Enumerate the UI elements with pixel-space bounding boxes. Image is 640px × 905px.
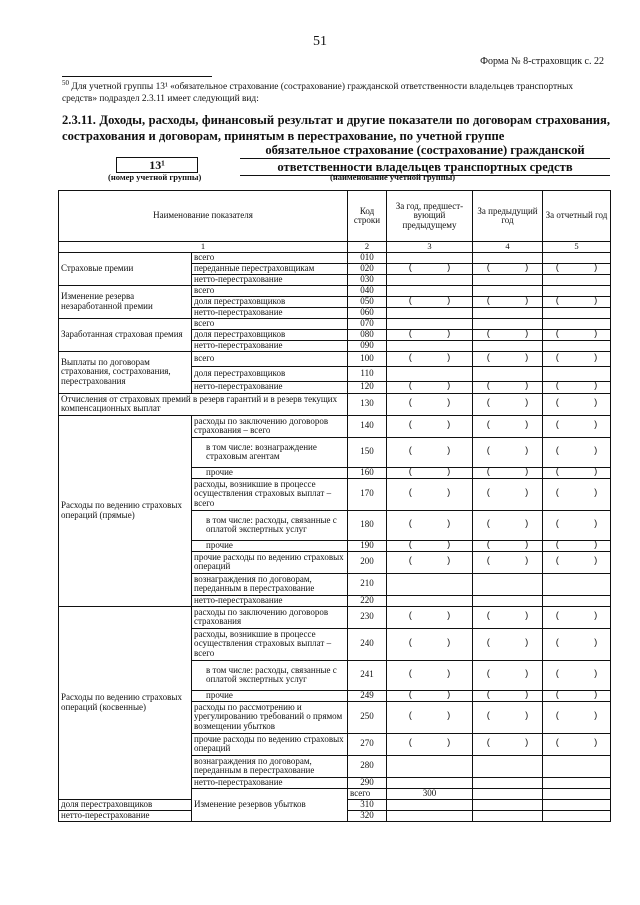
bracket-cell: ( ) (387, 437, 473, 467)
bracket-cell: ( ) (473, 510, 543, 540)
value-cell (387, 755, 473, 777)
value-cell (543, 788, 611, 799)
row-label: расходы по заключению договоров страхования – всего (192, 415, 348, 437)
row-code: 070 (348, 318, 387, 329)
row-label: нетто-перестрахование (192, 340, 348, 351)
bracket-cell: ( ) (387, 660, 473, 690)
value-cell (473, 595, 543, 606)
row-label: нетто-перестрахование (192, 274, 348, 285)
bracket-cell: ( ) (543, 478, 611, 510)
row-code: 190 (348, 540, 387, 551)
row-code: 230 (348, 606, 387, 628)
row-code: 280 (348, 755, 387, 777)
footnote-mark: 50 (62, 79, 69, 87)
row-label: доля перестраховщиков (192, 366, 348, 381)
header-col5: За отчетный год (543, 191, 611, 242)
row-label: вознаграждения по договорам, переданным в перестрахование (192, 573, 348, 595)
row-code: 120 (348, 381, 387, 393)
value-cell (543, 274, 611, 285)
bracket-cell: ( ) (473, 467, 543, 478)
row-code: 090 (348, 340, 387, 351)
bracket-cell: ( ) (473, 690, 543, 701)
row-label: в том числе: расходы, связанные с оплатой экспертных услуг (192, 510, 348, 540)
row-code: 060 (348, 307, 387, 318)
bracket-cell: ( ) (387, 690, 473, 701)
value-cell (473, 285, 543, 296)
group-name-line2: ответственности владельцев транспортных средств (240, 159, 610, 176)
row-code: 220 (348, 595, 387, 606)
row-label: нетто-перестрахование (192, 777, 348, 788)
bracket-cell: ( ) (543, 510, 611, 540)
value-cell (387, 252, 473, 263)
value-cell (473, 340, 543, 351)
bracket-cell: ( ) (473, 606, 543, 628)
value-cell (387, 318, 473, 329)
colnum-1: 1 (59, 242, 348, 253)
indicators-table (58, 190, 611, 822)
bracket-cell: ( ) (473, 733, 543, 755)
bracket-cell: ( ) (387, 733, 473, 755)
row-label: всего (192, 285, 348, 296)
group-code-caption: (номер учетной группы) (108, 172, 202, 182)
value-cell (387, 366, 473, 381)
row-code: 200 (348, 551, 387, 573)
bracket-cell: ( ) (387, 393, 473, 415)
value-cell (473, 274, 543, 285)
row-label: всего (348, 788, 387, 799)
colnum-4: 4 (473, 242, 543, 253)
bracket-cell: ( ) (473, 351, 543, 366)
bracket-cell: ( ) (473, 329, 543, 340)
row-label: нетто-перестрахование (192, 595, 348, 606)
row-code: 320 (348, 810, 387, 821)
group-label: Страховые премии (59, 252, 192, 285)
row-label: нетто-перестрахование (192, 381, 348, 393)
value-cell (473, 799, 543, 810)
bracket-cell: ( ) (473, 478, 543, 510)
bracket-cell: ( ) (473, 551, 543, 573)
row-label: всего (192, 252, 348, 263)
group-name-caption: (наименование учетной группы) (330, 172, 456, 182)
row-code: 050 (348, 296, 387, 307)
row-code: 249 (348, 690, 387, 701)
bracket-cell: ( ) (473, 540, 543, 551)
colnum-3: 3 (387, 242, 473, 253)
bracket-cell: ( ) (543, 540, 611, 551)
row-code: 010 (348, 252, 387, 263)
value-cell (387, 274, 473, 285)
value-cell (543, 285, 611, 296)
value-cell (543, 318, 611, 329)
bracket-cell: ( ) (387, 701, 473, 733)
bracket-cell: ( ) (387, 381, 473, 393)
bracket-cell: ( ) (543, 263, 611, 274)
row-label: прочие (192, 690, 348, 701)
row-code: 240 (348, 628, 387, 660)
row-code: 110 (348, 366, 387, 381)
bracket-cell: ( ) (543, 381, 611, 393)
row-label: доля перестраховщиков (59, 799, 192, 810)
row-code: 150 (348, 437, 387, 467)
row-code: 180 (348, 510, 387, 540)
bracket-cell: ( ) (387, 296, 473, 307)
table-row (59, 351, 611, 366)
bracket-cell: ( ) (473, 381, 543, 393)
page-number: 51 (313, 34, 327, 49)
value-cell (473, 318, 543, 329)
header-col4: За предыдущий год (473, 191, 543, 242)
row-code: 300 (387, 788, 473, 799)
value-cell (473, 777, 543, 788)
footnote (62, 77, 610, 105)
row-label: прочие расходы по ведению страховых операций (192, 551, 348, 573)
row-label: всего (192, 351, 348, 366)
bracket-cell: ( ) (543, 628, 611, 660)
row-code: 020 (348, 263, 387, 274)
bracket-cell: ( ) (473, 415, 543, 437)
row-label: вознаграждения по договорам, переданным в перестрахование (192, 755, 348, 777)
group-name (240, 142, 610, 176)
value-cell (543, 573, 611, 595)
value-cell (543, 340, 611, 351)
value-cell (387, 810, 473, 821)
bracket-cell: ( ) (387, 551, 473, 573)
value-cell (387, 285, 473, 296)
bracket-cell: ( ) (543, 690, 611, 701)
row-label: доля перестраховщиков (192, 296, 348, 307)
value-cell (543, 366, 611, 381)
table-row (59, 285, 611, 296)
value-cell (387, 340, 473, 351)
group-code: 13¹ (116, 157, 198, 173)
row-label: расходы по заключению договоров страхования (192, 606, 348, 628)
row-code: 290 (348, 777, 387, 788)
footnote-text: Для учетной группы 13¹ «обязательное страхование (сострахование) гражданской ответственности владельцев транспортных средств» подраздел 2.3.11 имеет следующий вид: (62, 82, 574, 105)
bracket-cell: ( ) (543, 467, 611, 478)
row-label: в том числе: вознаграждение страховым агентам (192, 437, 348, 467)
bracket-cell: ( ) (387, 510, 473, 540)
bracket-cell: ( ) (387, 415, 473, 437)
value-cell (473, 307, 543, 318)
row-code: 040 (348, 285, 387, 296)
row-code: 210 (348, 573, 387, 595)
bracket-cell: ( ) (543, 437, 611, 467)
value-cell (473, 788, 543, 799)
section-heading: 2.3.11. Доходы, расходы, финансовый результат и другие показатели по договорам страхования, сострахования и договорам, принятым в перестрахование, по учетной группе (62, 113, 610, 143)
value-cell (473, 755, 543, 777)
value-cell (473, 810, 543, 821)
value-cell (543, 595, 611, 606)
value-cell (473, 252, 543, 263)
group-label: Выплаты по договорам страхования, сострахования, перестрахования (59, 351, 192, 393)
bracket-cell: ( ) (543, 606, 611, 628)
bracket-cell: ( ) (473, 660, 543, 690)
bracket-cell: ( ) (387, 263, 473, 274)
colnum-2: 2 (348, 242, 387, 253)
header-col3: За год, предшест-вующий предыдущему (387, 191, 473, 242)
value-cell (473, 366, 543, 381)
value-cell (543, 252, 611, 263)
bracket-cell: ( ) (473, 628, 543, 660)
row-label: прочие (192, 467, 348, 478)
group-label: Изменение резервов убытков (192, 788, 348, 821)
row-label: расходы, возникшие в процессе осуществления страховых выплат – всего (192, 478, 348, 510)
group-label: Расходы по ведению страховых операций (прямые) (59, 415, 192, 606)
bracket-cell: ( ) (543, 296, 611, 307)
bracket-cell: ( ) (473, 393, 543, 415)
bracket-cell: ( ) (473, 437, 543, 467)
group-label: Расходы по ведению страховых операций (косвенные) (59, 606, 192, 799)
row-code: 130 (348, 393, 387, 415)
colnum-5: 5 (543, 242, 611, 253)
bracket-cell: ( ) (387, 540, 473, 551)
bracket-cell: ( ) (387, 329, 473, 340)
row-code: 241 (348, 660, 387, 690)
value-cell (387, 573, 473, 595)
row-code: 080 (348, 329, 387, 340)
bracket-cell: ( ) (543, 701, 611, 733)
bracket-cell: ( ) (387, 351, 473, 366)
value-cell (387, 799, 473, 810)
row-label: прочие (192, 540, 348, 551)
value-cell (387, 595, 473, 606)
value-cell (387, 777, 473, 788)
bracket-cell: ( ) (543, 733, 611, 755)
group-name-line1: обязательное страхование (сострахование) гражданской (240, 142, 610, 159)
value-cell (543, 307, 611, 318)
bracket-cell: ( ) (543, 393, 611, 415)
bracket-cell: ( ) (473, 263, 543, 274)
table-row (59, 393, 611, 415)
header-code: Код строки (348, 191, 387, 242)
row-label: переданные перестраховщикам (192, 263, 348, 274)
value-cell (387, 307, 473, 318)
form-reference: Форма № 8-страховщик с. 22 (480, 56, 604, 67)
row-code: 310 (348, 799, 387, 810)
value-cell (543, 777, 611, 788)
row-code: 170 (348, 478, 387, 510)
table-row (59, 415, 611, 437)
bracket-cell: ( ) (543, 329, 611, 340)
value-cell (473, 573, 543, 595)
value-cell (543, 810, 611, 821)
row-label: прочие расходы по ведению страховых операций (192, 733, 348, 755)
row-code: 270 (348, 733, 387, 755)
table-row (59, 252, 611, 263)
bracket-cell: ( ) (543, 551, 611, 573)
group-label: Изменение резерва незаработанной премии (59, 285, 192, 318)
table-row (59, 606, 611, 628)
bracket-cell: ( ) (387, 606, 473, 628)
row-code: 160 (348, 467, 387, 478)
row-label: в том числе: расходы, связанные с оплатой экспертных услуг (192, 660, 348, 690)
bracket-cell: ( ) (543, 660, 611, 690)
group-label: Заработанная страховая премия (59, 318, 192, 351)
group-label: Отчисления от страховых премий в резерв гарантий и в резерв текущих компенсационных выплат (59, 393, 348, 415)
bracket-cell: ( ) (387, 467, 473, 478)
header-name: Наименование показателя (59, 191, 348, 242)
row-label: всего (192, 318, 348, 329)
row-label: расходы, возникшие в процессе осуществления страховых выплат – всего (192, 628, 348, 660)
row-label: расходы по рассмотрению и урегулированию требований о прямом возмещении убытков (192, 701, 348, 733)
bracket-cell: ( ) (387, 628, 473, 660)
row-code: 030 (348, 274, 387, 285)
bracket-cell: ( ) (543, 351, 611, 366)
bracket-cell: ( ) (543, 415, 611, 437)
value-cell (543, 799, 611, 810)
column-number-row (59, 242, 611, 253)
row-code: 100 (348, 351, 387, 366)
row-label: доля перестраховщиков (192, 329, 348, 340)
row-code: 140 (348, 415, 387, 437)
bracket-cell: ( ) (387, 478, 473, 510)
table-header-row (59, 191, 611, 242)
value-cell (543, 755, 611, 777)
table-row (59, 318, 611, 329)
row-label: нетто-перестрахование (59, 810, 192, 821)
bracket-cell: ( ) (473, 701, 543, 733)
row-label: нетто-перестрахование (192, 307, 348, 318)
bracket-cell: ( ) (473, 296, 543, 307)
row-code: 250 (348, 701, 387, 733)
